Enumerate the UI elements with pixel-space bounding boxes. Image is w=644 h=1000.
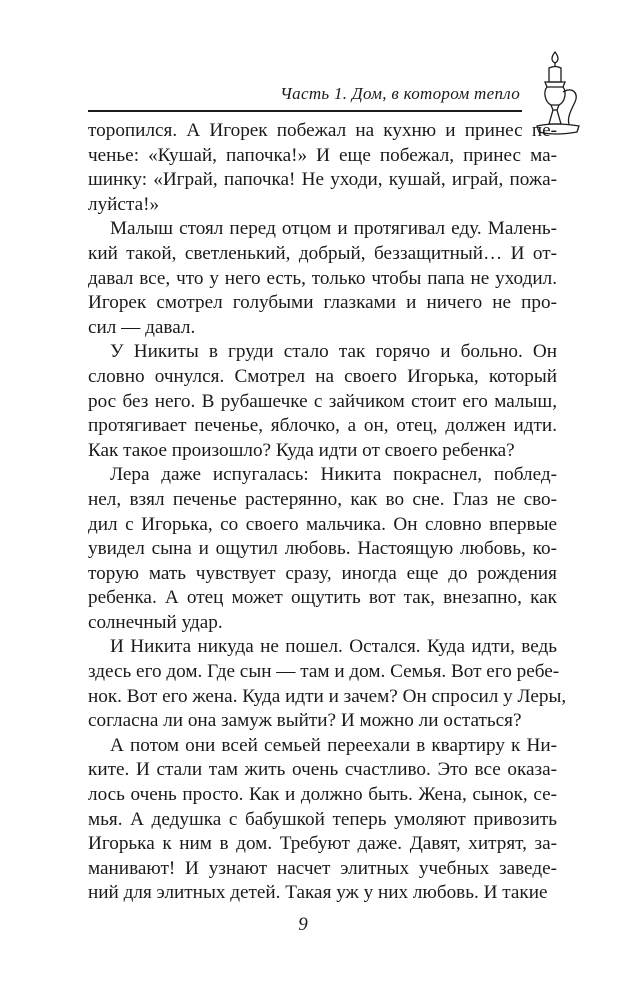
paragraph <box>88 734 557 906</box>
text-line: А потом они всей семьей переехали в квартиру к Ни- <box>110 734 557 756</box>
text-line: согласна ли она замуж выйти? И можно ли остаться? <box>88 710 522 732</box>
text-line: торую мать чувствует сразу, иногда еще до рождения <box>88 562 557 584</box>
text-line: кий такой, светленький, добрый, беззащитный… И от- <box>88 242 557 264</box>
paragraph <box>88 635 567 733</box>
text-line: мья. А дедушка с бабушкой теперь умоляют привозить <box>88 808 557 830</box>
text-line: рос без него. В рубашечке с зайчиком стоит его малыш, <box>88 390 557 412</box>
page-number: 9 <box>298 914 308 935</box>
paragraph <box>88 217 557 340</box>
text-line: Игорек смотрел голубыми глазками и ничего не про- <box>88 292 557 314</box>
paragraph <box>88 119 557 217</box>
text-line: Лера даже испугалась: Никита покраснел, поблед- <box>110 464 557 486</box>
text-line: шинку: «Играй, папочка! Не уходи, кушай, играй, пожа- <box>88 169 557 191</box>
text-line: лось очень просто. Как и должно быть. Жена, сынок, се- <box>88 784 557 806</box>
text-line: Игорька к ним в дом. Требуют даже. Давят, хитрят, за- <box>88 833 557 855</box>
text-line: нел, взял печенье растерянно, как во сне. Глаз не сво- <box>88 488 557 510</box>
running-head: Часть 1. Дом, в котором тепло <box>280 84 520 103</box>
paragraph <box>88 463 557 635</box>
text-line: торопился. А Игорек побежал на кухню и принес пе- <box>88 120 557 141</box>
text-line: ний для элитных детей. Такая уж у них любовь. И такие <box>88 882 548 904</box>
body-text <box>88 119 567 906</box>
text-line: Как такое произошло? Куда идти от своего ребенка? <box>88 439 515 461</box>
text-line: солнечный удар. <box>88 611 223 633</box>
text-line: И Никита никуда не пошел. Остался. Куда идти, ведь <box>110 636 557 658</box>
text-line: манивают! И узнают насчет элитных учебных заведе- <box>88 857 557 879</box>
text-line: нок. Вот его жена. Куда идти и зачем? Он спросил у Леры, <box>88 685 567 707</box>
header-rule <box>88 110 522 112</box>
text-line: протягивает печенье, яблочко, а он, отец, должен идти. <box>88 415 557 437</box>
text-line: дил с Игорька, со своего мальчика. Он словно впервые <box>88 513 557 535</box>
text-line: У Никиты в груди стало так горячо и больно. Он <box>110 341 557 363</box>
text-line: здесь его дом. Где сын — там и дом. Семья. Вот его ребе- <box>88 661 560 683</box>
text-line: ченье: «Кушай, папочка!» И еще побежал, принес ма- <box>88 144 557 166</box>
text-line: ките. И стали там жить очень счастливо. Это все оказа- <box>88 759 557 781</box>
text-line: увидел сына и ощутил любовь. Настоящую любовь, ко- <box>88 538 557 560</box>
text-line: Малыш стоял перед отцом и протягивал еду. Малень- <box>110 218 557 240</box>
text-line: словно очнулся. Смотрел на своего Игорька, который <box>88 365 557 387</box>
text-line: давал все, что у него есть, только чтобы папа не уходил. <box>88 267 557 289</box>
text-line: ребенка. А отец может ощутить вот так, внезапно, как <box>88 587 557 609</box>
paragraph <box>88 340 557 463</box>
text-line: луйста!» <box>88 193 160 215</box>
text-line: сил — давал. <box>88 316 196 338</box>
